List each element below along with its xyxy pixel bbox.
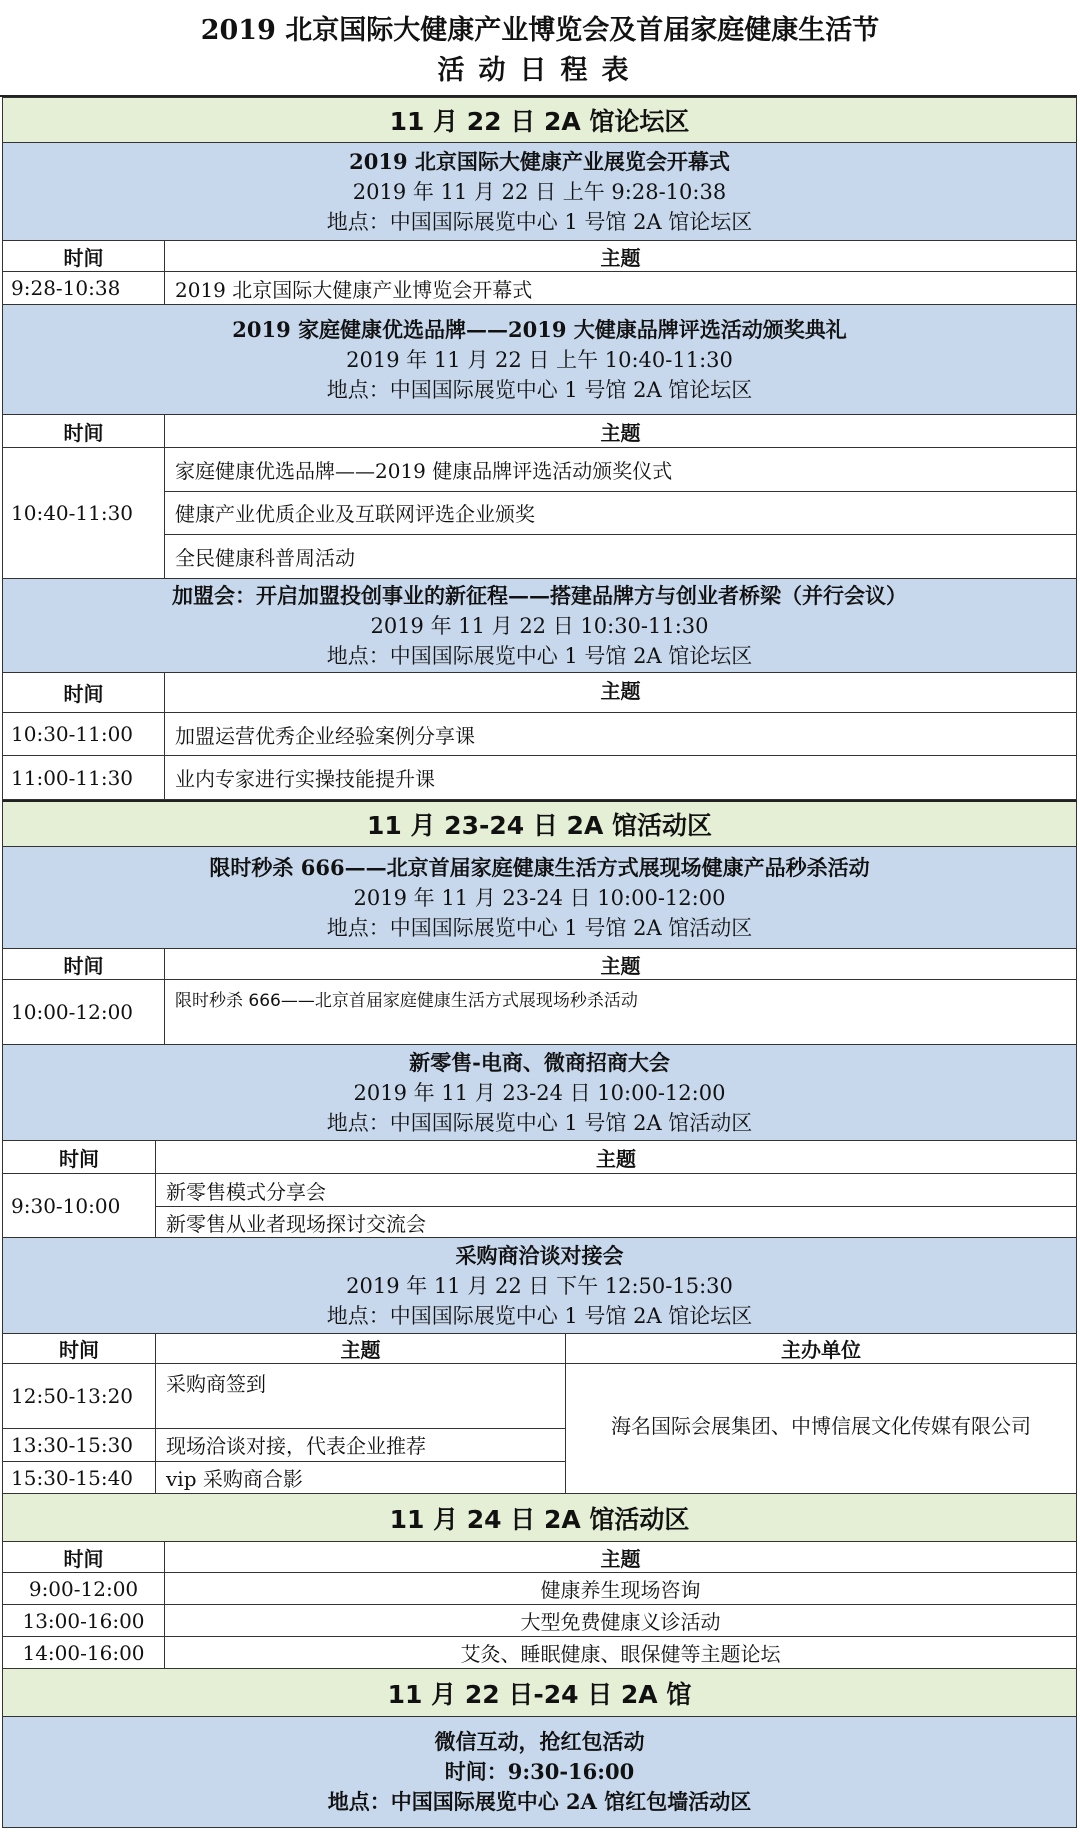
table-row [2,756,1077,800]
table-row [2,1605,1077,1637]
event-header [2,143,1077,241]
section-header: 11 月 24 日 2A 馆活动区 [2,1494,1077,1542]
column-header-row [2,949,1077,980]
row-topic: 业内专家进行实操技能提升课 [175,767,435,791]
table-row [2,713,1077,756]
row-topic: 新零售模式分享会 [166,1179,326,1204]
row-topic: 家庭健康优选品牌——2019 健康品牌评选活动颁奖仪式 [175,459,673,483]
row-time: 11:00-11:30 [3,756,165,799]
table-row [2,980,1077,1045]
row-time: 9:00-12:00 [3,1573,165,1604]
event-header [2,305,1077,415]
event-header [2,847,1077,949]
section-header: 11 月 22 日 2A 馆论坛区 [2,97,1077,143]
table-row [2,272,1077,305]
event-name: 微信互动，抢红包活动 [434,1729,645,1754]
topic-header: 主题 [596,1146,636,1171]
event-header [2,1238,1077,1334]
event-name: 加盟会：开启加盟投创事业的新征程——搭建品牌方与创业者桥梁（并行会议） [172,582,907,608]
row-topic: 全民健康科普周活动 [175,545,355,570]
event-name: 2019 北京国际大健康产业展览会开幕式 [349,148,730,174]
row-topic: 健康产业优质企业及互联网评选企业颁奖 [175,502,535,526]
event-name: 采购商洽谈对接会 [455,1242,624,1268]
row-topic: vip 采购商合影 [156,1461,566,1494]
row-topic: 艾灸、睡眠健康、眼保健等主题论坛 [460,1642,781,1666]
event-header [2,1045,1077,1141]
column-header-row [2,241,1077,272]
event-time: 时间：9:30-16:00 [444,1759,635,1784]
row-topic: 新零售从业者现场探讨交流会 [166,1211,426,1236]
page-title: 2019 北京国际大健康产业博览会及首届家庭健康生活节 [200,15,880,46]
time-header: 时间 [3,1542,165,1572]
topic-header: 主题 [600,1546,641,1571]
event-time: 2019 年 11 月 22 日 上午 10:40-11:30 [346,347,733,372]
row-topic: 采购商签到 [156,1364,566,1428]
row-time: 14:00-16:00 [3,1637,165,1668]
event-time: 2019 年 11 月 23-24 日 10:00-12:00 [353,885,726,910]
table-row-group [2,1174,1077,1238]
page-subtitle: 活动日程表 [437,55,643,86]
time-header: 时间 [3,1141,156,1173]
table-row-group [2,1364,1077,1494]
column-header-row [2,1542,1077,1573]
event-time: 2019 年 11 月 22 日 上午 9:28-10:38 [352,179,727,204]
row-time: 13:00-16:00 [3,1605,165,1636]
row-time: 10:40-11:30 [3,448,165,578]
event-time: 2019 年 11 月 22 日 下午 12:50-15:30 [346,1273,733,1298]
row-topic: 健康养生现场咨询 [540,1578,701,1602]
column-header-row [2,1334,1077,1364]
organizer-cell: 海名国际会展集团、中博信展文化传媒有限公司 [611,1414,1031,1438]
event-location: 地点：中国国际展览中心 1 号馆 2A 馆论坛区 [326,377,753,402]
column-header-row [2,673,1077,713]
organizer-header: 主办单位 [781,1338,861,1362]
time-header: 时间 [3,673,165,712]
event-location: 地点：中国国际展览中心 1 号馆 2A 馆活动区 [326,1110,753,1135]
time-header: 时间 [3,949,165,979]
event-time: 2019 年 11 月 22 日 10:30-11:30 [370,613,709,638]
column-header-row [2,1141,1077,1174]
row-topic: 2019 北京国际大健康产业博览会开幕式 [175,277,533,302]
topic-header: 主题 [156,1334,566,1363]
event-name: 限时秒杀 666——北京首届家庭健康生活方式展现场健康产品秒杀活动 [209,854,870,880]
topic-header: 主题 [600,245,641,270]
topic-header: 主题 [600,953,641,978]
event-name: 2019 家庭健康优选品牌——2019 大健康品牌评选活动颁奖典礼 [232,316,847,342]
row-topic: 加盟运营优秀企业经验案例分享课 [175,723,475,748]
row-topic: 现场洽谈对接，代表企业推荐 [156,1428,566,1461]
event-location: 地点：中国国际展览中心 1 号馆 2A 馆活动区 [326,915,753,940]
time-header: 时间 [3,241,165,271]
time-header: 时间 [3,415,165,447]
event-header [2,579,1077,673]
section-header: 11 月 22 日-24 日 2A 馆 [2,1669,1077,1717]
event-time: 2019 年 11 月 23-24 日 10:00-12:00 [353,1080,726,1105]
section-header: 11 月 23-24 日 2A 馆活动区 [2,800,1077,847]
row-time: 12:50-13:20 [3,1364,156,1428]
table-row [2,1637,1077,1669]
event-location: 地点：中国国际展览中心 1 号馆 2A 馆论坛区 [326,209,753,234]
event-location: 地点：中国国际展览中心 1 号馆 2A 馆论坛区 [326,643,753,668]
row-time: 9:30-10:00 [3,1174,156,1237]
event-header [2,1717,1077,1828]
row-time: 10:30-11:00 [3,713,165,755]
row-topic: 限时秒杀 666——北京首届家庭健康生活方式展现场秒杀活动 [175,991,638,1011]
topic-header: 主题 [600,420,641,445]
row-time: 13:30-15:30 [3,1428,156,1461]
row-time: 10:00-12:00 [3,980,165,1044]
table-row [2,1573,1077,1605]
topic-header: 主题 [600,679,641,703]
column-header-row [2,415,1077,448]
time-header: 时间 [3,1334,156,1363]
row-time: 9:28-10:38 [3,272,165,304]
row-topic: 大型免费健康义诊活动 [520,1610,721,1634]
row-time: 15:30-15:40 [3,1461,156,1494]
event-location: 地点：中国国际展览中心 1 号馆 2A 馆论坛区 [326,1303,753,1328]
event-name: 新零售-电商、微商招商大会 [409,1049,670,1075]
table-row-group [2,448,1077,579]
event-location: 地点：中国国际展览中心 2A 馆红包墙活动区 [327,1789,752,1814]
